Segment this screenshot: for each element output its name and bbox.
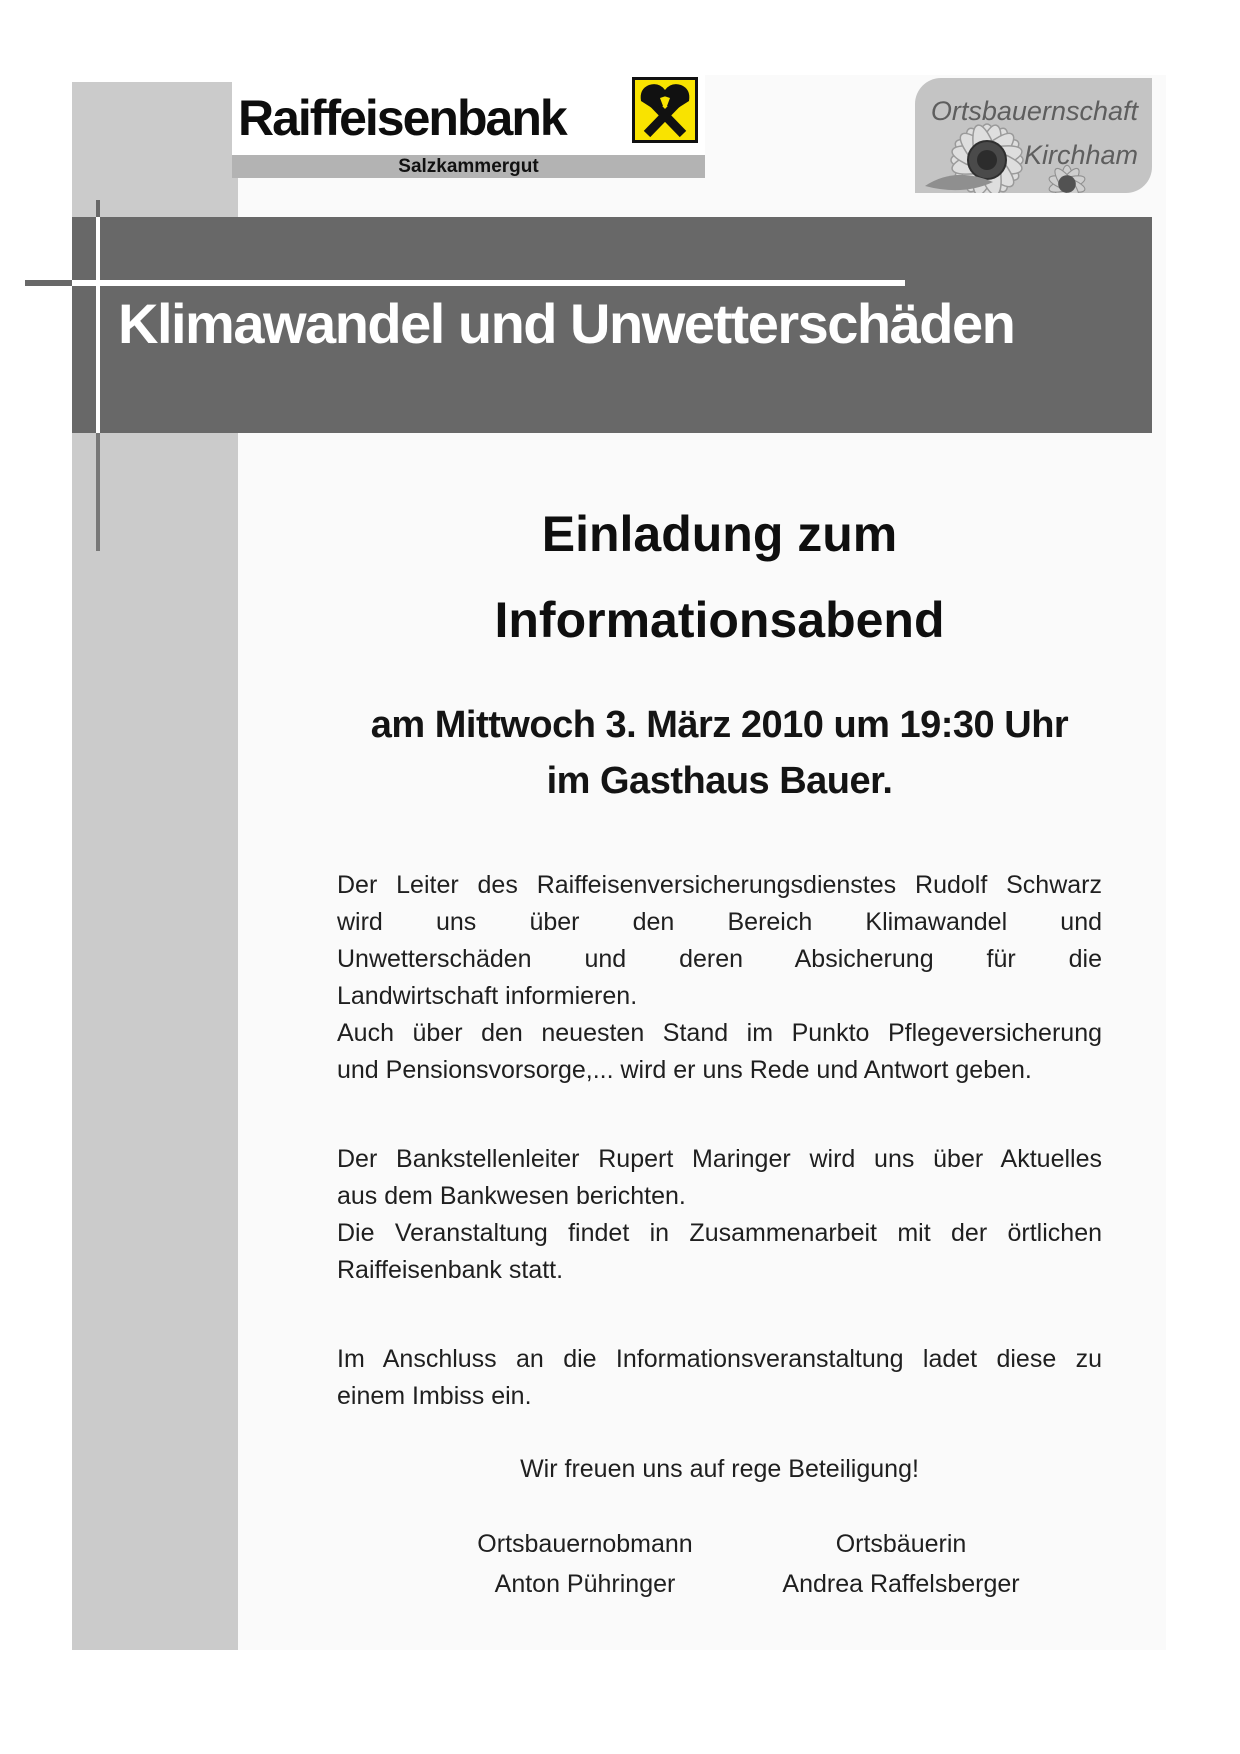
raiffeisen-gable-cross-icon (632, 77, 698, 143)
raiffeisenbank-logo (232, 74, 705, 178)
paragraph-snack: Im Anschluss an die Informationsveranstaltung ladet diese zu einem Imbiss ein. (337, 1345, 1102, 1410)
signature-baeuerin (782, 1524, 1019, 1604)
invitation-title-line2: Informationsabend (494, 592, 945, 648)
body-text (337, 867, 1102, 1415)
bank-region-bar: Salzkammergut (232, 155, 705, 178)
paragraph-care-pension: Auch über den neuesten Stand im Punkto Pflegeversicherung und Pensionsvorsorge,... wird er uns Rede und Antwort geben. (337, 1019, 1102, 1084)
raiffeisenbank-wordmark: Raiffeisenbank (238, 90, 566, 146)
signature-row (337, 1524, 1102, 1614)
ortsbauernschaft-badge (915, 78, 1152, 193)
invitation-content (337, 503, 1102, 1614)
event-location-line: im Gasthaus Bauer. (546, 760, 893, 802)
invitation-title-line1: Einladung zum (541, 506, 898, 562)
signature-role: Ortsbäuerin (835, 1530, 967, 1558)
org-badge-line2: Kirchham (1023, 140, 1138, 170)
signature-obmann (477, 1524, 692, 1604)
decorative-horizontal-line-white (72, 280, 905, 286)
decorative-vertical-line-top (96, 200, 100, 217)
event-date-block (337, 697, 1102, 809)
paragraph-bank-manager: Der Bankstellenleiter Rupert Maringer wird uns über Aktuelles aus dem Bankwesen berichten. (337, 1145, 1102, 1210)
event-date-line: am Mittwoch 3. März 2010 um 19:30 Uhr (370, 704, 1069, 746)
decorative-horizontal-line-dark (25, 280, 72, 286)
signature-name: Anton Pühringer (494, 1570, 676, 1598)
signature-name: Andrea Raffelsberger (782, 1570, 1020, 1598)
decorative-vertical-line-bottom (96, 433, 100, 551)
paragraph-cooperation: Die Veranstaltung findet in Zusammenarbeit mit der örtlichen Raiffeisenbank statt. (337, 1219, 1102, 1284)
paragraph-speaker-insurance: Der Leiter des Raiffeisenversicherungsdienstes Rudolf Schwarz wird uns über den Bereich Klimawandel und Unwetterschäden und deren Absicherung für die Landwirtschaft informieren. (337, 871, 1102, 1010)
decorative-vertical-line-middle (96, 217, 100, 433)
closing-line: Wir freuen uns auf rege Beteiligung! (520, 1455, 919, 1483)
org-badge-line1: Ortsbauernschaft (930, 96, 1138, 126)
title-banner (72, 217, 1152, 433)
signature-role: Ortsbauernobmann (477, 1530, 693, 1558)
banner-title: Klimawandel und Unwetterschäden (118, 292, 1015, 355)
